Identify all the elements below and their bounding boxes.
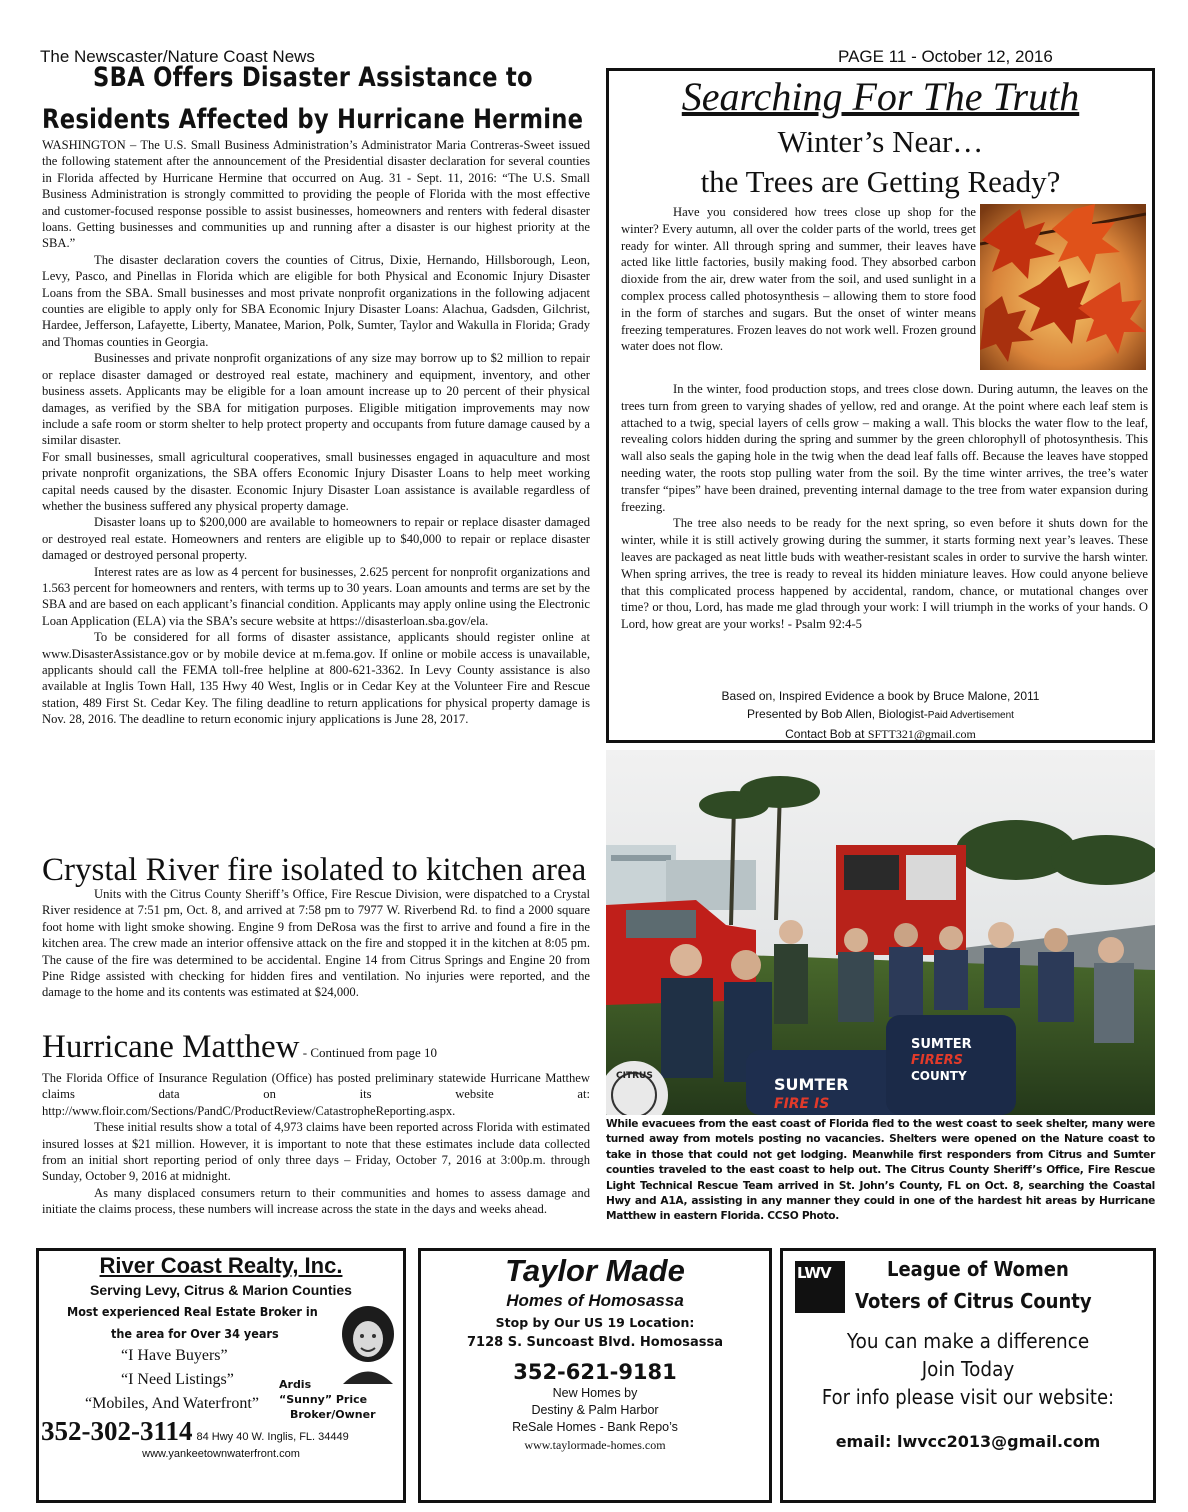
taylor-made-phone[interactable]: 352-621-9181 — [513, 1360, 677, 1384]
river-coast-phone[interactable]: 352-302-3114 — [41, 1416, 193, 1446]
lwv-join: Join Today — [921, 1357, 1015, 1381]
river-coast-title: River Coast Realty, Inc. — [99, 1253, 343, 1278]
taylor-made-subtitle: Homes of Homosassa — [506, 1291, 684, 1310]
ad-league-women-voters[interactable] — [780, 1248, 1156, 1503]
truth-credit-presenter-name: Presented by Bob Allen, Biologist- — [747, 707, 928, 721]
taylor-made-title: Taylor Made — [505, 1253, 685, 1288]
taylor-made-details — [421, 1385, 769, 1436]
truth-paragraph: The tree also needs to be ready for the next spring, so even before it shuts down for the winter, while it is still actively growing during the summer, it starts forming next year’s leaves. These leaves are packaged as neat little buds with weather-resistant scales in order to survive the harsh winter. When spring arrives, the tree is ready to reveal its hidden miniature leaves. How could anyone believe that this complicated process happened by accidental, random, chance, or mutational changes over time? or thou, Lord, has made me glad through your work: I will triumph in the works of your hands. O Lord, how great are your works! - Psalm 92:4-5 — [621, 516, 1148, 632]
shirt-text: COUNTY — [911, 1069, 967, 1083]
taylor-made-line: ReSale Homes - Bank Repo’s — [512, 1420, 678, 1434]
lwv-info: For info please visit our website: — [821, 1385, 1115, 1409]
truth-credits — [609, 687, 1152, 743]
sba-headline-line1: SBA Offers Disaster Assistance to — [93, 62, 533, 93]
lwv-title-line2: Voters of Citrus County — [855, 1289, 1092, 1313]
shirt-text: SUMTER — [774, 1075, 849, 1094]
matthew-paragraph: The Florida Office of Insurance Regulation (Office) has posted preliminary statewide Hurricane Matthew claims data on its website at: http://www.floir.com/Sections/PandC/ProductReview/CatastropheReporting.aspx. — [42, 1071, 590, 1118]
lwv-title-line1: League of Women — [887, 1257, 1069, 1281]
fire-headline: Crystal River fire isolated to kitchen area — [42, 852, 587, 888]
sba-article-body — [42, 137, 590, 728]
broker-role: Broker/Owner — [290, 1408, 376, 1421]
sba-paragraph: The disaster declaration covers the counties of Citrus, Dixie, Hernando, Hillsborough, Leon, Levy, Pasco, and Pinellas in Florida which are eligible for both Physical and Economic Injury Disaster Loans from the SBA. Small businesses and most private nonprofit organizations in the following adjacent counties are eligible to apply only for SBA Economic Injury Disaster Loans: Alachua, Gadsden, Gilchrist, Hardee, Jefferson, Lafayette, Liberty, Manatee, Marion, Polk, Sumter, Taylor and Wakulla in Florida; Grady and Thomas counties in Georgia. — [42, 252, 590, 349]
taylor-made-line: New Homes by — [552, 1386, 638, 1400]
matthew-continued: - Continued from page 10 — [299, 1045, 438, 1060]
sba-paragraph: Businesses and private nonprofit organizations of any size may borrow up to $2 million to repair or replace disaster damaged or destroyed real estate, machinery and equipment, inventory, and other business assets. Applicants may be eligible for a loan amount increase up to 20 percent of their physical damages, as verified by the SBA for mitigation purposes. Eligible mitigation improvements may now include a safe room or storm shelter to help protect property and occupants from future damage caused by a similar disaster. — [42, 351, 590, 448]
river-coast-quote: “Mobiles, And Waterfront” — [85, 1395, 259, 1412]
river-coast-quote: “I Need Listings” — [121, 1371, 234, 1388]
truth-paragraph: In the winter, food production stops, and trees close down. During autumn, the leaves on the trees turn from green to varying shades of yellow, red and orange. At the point where each leaf stem is attached to a twig, special layers of cells grow – making a wall. This blocks the water flow to the leaf, revealing colors hidden during the spring and summer by the green chlorophyll of photosynthesis. This wall also seals the gaping hole in the twig when the dead leaf falls off. Because the leaves have stopped needing water, the roots stop pulling water from the soil. By the time winter arrives, the tree’s water transfer “pipes” have been drained, preventing internal damage to the tree from water expansion during freezing. — [621, 382, 1148, 514]
river-coast-quote: “I Have Buyers” — [121, 1347, 228, 1364]
river-coast-line: Most experienced Real Estate Broker in — [67, 1304, 318, 1319]
matthew-article-body — [42, 1070, 590, 1218]
sba-paragraph: Disaster loans up to $200,000 are available to homeowners to repair or replace disaster damaged or destroyed real estate. Homeowners and renters are eligible up to $40,000 to repair or replace disaster damaged or destroyed personal property. — [42, 515, 590, 563]
ad-river-coast-realty[interactable] — [36, 1248, 406, 1503]
rescue-team-photo — [606, 750, 1155, 1115]
lwv-logo — [795, 1261, 845, 1313]
truth-box — [606, 68, 1155, 743]
taylor-made-address: 7128 S. Suncoast Blvd. Homosassa — [467, 1335, 723, 1350]
fire-paragraph: Units with the Citrus County Sheriff’s Office, Fire Rescue Division, were dispatched to a Crystal River residence at 7:51 pm, Oct. 8, and arrived at 7:58 pm to 7977 W. Riverbend Rd. to find a 2000 square foot home with light smoke showing. Engine 9 from DeRosa was the first to arrive and found a fire in the kitchen area. The crew made an interior offensive attack on the fire and stopped it in the kitchen at 8:05 pm. The cause of the fire was determined to be accidental. Engine 14 from Citrus Springs and Engine 20 from Pine Ridge assisted with checking for hidden fires and ventilation. No injuries were reported, and the damage to the home and its contents was estimated at $24,000. — [42, 887, 590, 1000]
paid-ad-label: Paid Advertisement — [927, 710, 1014, 721]
matthew-title: Hurricane Matthew — [42, 1029, 300, 1065]
lwv-email[interactable]: email: lwvcc2013@gmail.com — [835, 1432, 1101, 1451]
truth-paragraph-1-wrap — [621, 204, 976, 355]
truth-contact-email[interactable]: SFTT321@gmail.com — [867, 727, 976, 741]
river-coast-website[interactable]: www.yankeetownwaterfront.com — [142, 1448, 300, 1460]
truth-paragraph: Have you considered how trees close up shop for the winter? Every autumn, all over the colder parts of the world, trees get ready for winter. All through spring and summer, their leaves have acted like little factories, busily making food. They absorbed carbon dioxide from the air, drew water from the soil, and used sunlight in a complex process called photosynthesis – allowing them to store food in the form of starches and sugars. But the onset of winter means freezing temperatures. Frozen leaves do not work well. Frozen ground water does not flow. — [621, 205, 976, 354]
sba-paragraph: Interest rates are as low as 4 percent for businesses, 2.625 percent for nonprofit organizations and 1.563 percent for homeowners and renters, with terms up to 30 years. Loan amounts and terms are set by the SBA and are based on each applicant’s financial condition. Applicants may apply online using the Electronic Loan Application (ELA) via the SBA’s secure website at https://disasterloan.sba.gov/ela. — [42, 564, 590, 628]
autumn-leaves-image — [980, 204, 1146, 370]
truth-subtitle-2: the Trees are Getting Ready? — [700, 164, 1061, 199]
fire-article-body — [42, 886, 590, 1001]
shirt-text: SUMTER — [911, 1037, 972, 1052]
sba-paragraph: To be considered for all forms of disaster assistance, applicants should register online at www.DisasterAssistance.gov or by mobile device at m.fema.gov. If online or mobile access is unavailable, applicants should call the FEMA toll-free helpline at 800-621-3362. In Levy County assistance is also available at Inglis Town Hall, 135 Hwy 40 West, Inglis or in Cedar Key at the Volunteer Fire and Rescue station, 489 First St. Cedar Key. The filing deadline to return applications for physical property damage is Nov. 28, 2016. The deadline to return economic injury applications is June 28, 2017. — [42, 630, 590, 727]
matthew-paragraph: As many displaced consumers return to their communities and homes to assess damage and initiate the claims process, these numbers will increase across the state in the days and weeks ahead. — [42, 1185, 590, 1217]
taylor-made-line: Destiny & Palm Harbor — [531, 1403, 659, 1417]
lwv-slogan: You can make a difference — [846, 1329, 1090, 1353]
sba-paragraph: For small businesses, small agricultural cooperatives, small businesses engaged in aquaculture and most private nonprofit organizations, the SBA offers Economic Injury Disaster Loans to help meet working capital needs caused by the disaster. Economic Injury Disaster Loan assistance is available regardless of whether the business suffered any physical property damage. — [42, 449, 590, 513]
broker-name: Ardis — [279, 1378, 312, 1391]
truth-contact — [609, 725, 1152, 743]
broker-name: “Sunny” Price — [279, 1393, 368, 1406]
ad-taylor-made[interactable] — [418, 1248, 772, 1503]
river-coast-serving: Serving Levy, Citrus & Marion Counties — [90, 1282, 352, 1298]
badge-text: CITRUS — [616, 1071, 653, 1081]
truth-contact-label: Contact Bob at — [785, 727, 868, 741]
truth-subtitle-1: Winter’s Near… — [777, 124, 984, 159]
sba-paragraph: WASHINGTON – The U.S. Small Business Administration’s Administrator Maria Contreras-Sweet issued the following statement after the announcement of the Presidential disaster declaration for several counties in Florida affected by Hurricane Hermine that occurred on Aug. 31 - Sept. 11, 2016: “The U.S. Small Business Administration is strongly committed to providing the people of Florida with the most effective and customer-focused response possible to assist businesses, homeowners and renters with federal disaster loans. Getting businesses and communities up and running after a disaster is our highest priority at the SBA.” — [42, 138, 590, 251]
taylor-made-website[interactable]: www.taylormade-homes.com — [524, 1438, 666, 1452]
truth-credit-book: Based on, Inspired Evidence a book by Bruce Malone, 2011 — [721, 689, 1040, 703]
masthead-left: The Newscaster/Nature Coast News — [40, 47, 315, 66]
river-coast-line: the area for Over 34 years — [111, 1326, 279, 1341]
river-coast-address: 84 Hwy 40 W. Inglis, FL. 34449 — [196, 1431, 349, 1443]
shirt-text: FIRERS — [911, 1053, 963, 1068]
truth-body-wrap — [621, 381, 1148, 633]
truth-credit-presenter — [609, 705, 1152, 725]
page-info: PAGE 11 - October 12, 2016 — [838, 47, 1053, 66]
river-coast-contact — [41, 1416, 349, 1447]
broker-portrait — [337, 1304, 399, 1384]
matthew-paragraph: These initial results show a total of 4,973 claims have been reported across Florida with estimated insured losses at $21 million. However, it is important to note that these estimates include data collected from an initial short reporting period of only three days – Friday, October 7, 2016 at 3:00p.m. through Sunday, October 9, 2016 at midnight. — [42, 1120, 590, 1184]
shirt-text: FIRE IS — [774, 1096, 830, 1112]
matthew-headline — [42, 1029, 437, 1065]
truth-title: Searching For The Truth — [681, 74, 1080, 119]
taylor-made-line: Stop by Our US 19 Location: — [495, 1315, 695, 1330]
photo-caption: While evacuees from the east coast of Florida fled to the west coast to seek shelter, many were turned away from motels posting no vacancies. Shelters were opened on the Nature coast to take in those that could not get lodging. Meanwhile first responders from Citrus and Sumter counties traveled to the east coast to help out. The Citrus County Sheriff’s Office, Fire Rescue Light Technical Rescue Team arrived in St. John’s County, FL on Oct. 8, searching the Coastal Hwy and A1A, assisting in any manner they could in one of the hardest hit areas by Hurricane Matthew in eastern Florida. CCSO Photo. — [606, 1118, 1155, 1223]
sba-headline-line2: Residents Affected by Hurricane Hermine — [42, 104, 584, 135]
lwv-logo-text: LWV — [797, 1264, 831, 1282]
